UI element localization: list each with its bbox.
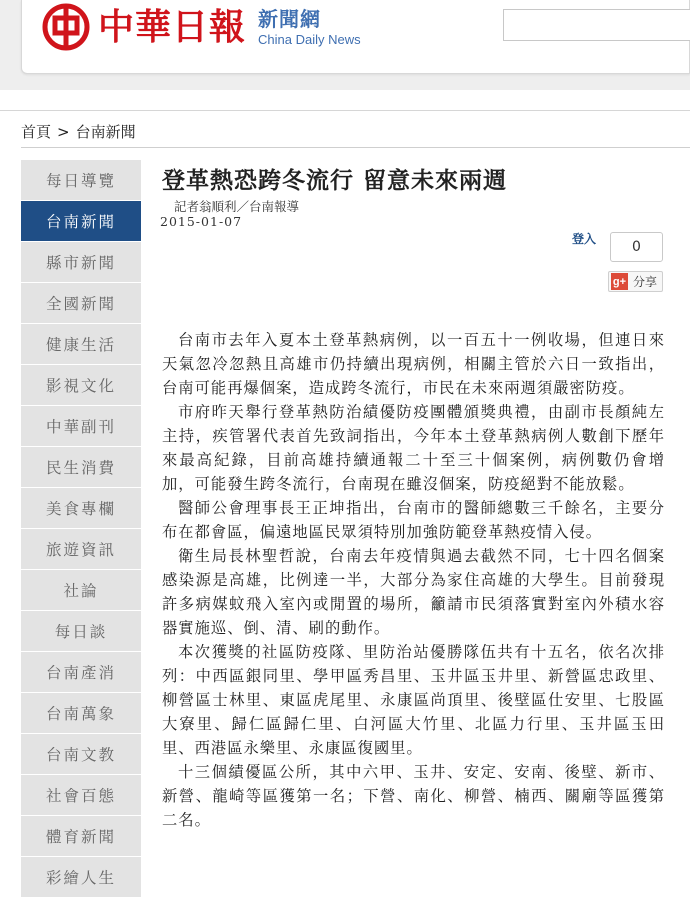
sidebar-item[interactable]: 健康生活 [21, 324, 141, 365]
sidebar-nav [21, 160, 141, 898]
article-paragraph: 醫師公會理事長王正坤指出，台南市的醫師總數三千餘名，主要分布在都會區，偏遠地區民眾須特別加強防範登革熱疫情入侵。 [162, 499, 665, 541]
sidebar-item[interactable]: 社論 [21, 570, 141, 611]
article-body [162, 328, 665, 832]
share-button-label: 分享 [633, 275, 658, 289]
sidebar-item[interactable]: 台南萬象 [21, 693, 141, 734]
sidebar-item[interactable]: 每日談 [21, 611, 141, 652]
article-paragraph: 本次獲獎的社區防疫隊、里防治站優勝隊伍共有十五名，依名次排列：中西區銀同里、學甲區秀昌里、玉井區玉井里、新營區忠政里、柳營區士林里、東區虎尾里、永康區尚頂里、後壁區仕安里、七股區大寮里、歸仁區歸仁里、白河區大竹里、北區力行里、玉井區玉田里、西港區永樂里、永康區復國里。 [162, 643, 665, 757]
breadcrumb [21, 122, 136, 142]
sidebar-item[interactable]: 體育新聞 [21, 816, 141, 857]
sidebar-item[interactable]: 台南新聞 [21, 201, 141, 242]
sidebar-item[interactable]: 彩繪人生 [21, 857, 141, 898]
logo-emblem-icon [42, 3, 94, 51]
sidebar-item[interactable]: 影視文化 [21, 365, 141, 406]
sidebar-item[interactable]: 中華副刊 [21, 406, 141, 447]
article-date: 2015-01-07 [160, 214, 243, 229]
login-link[interactable]: 登入 [572, 232, 597, 246]
site-logo[interactable] [42, 2, 361, 52]
article-paragraph: 市府昨天舉行登革熱防治績優防疫團體頒獎典禮，由副市長顏純左主持，疾管署代表首先致詞指出，今年本土登革熱病例人數創下歷年來最高紀錄，目前高雄持續通報二十至三十個案例，病例數仍會增加，可能發生跨冬流行，台南現在雖沒個案，防疫絕對不能放鬆。 [162, 403, 665, 493]
sidebar-item[interactable]: 台南產消 [21, 652, 141, 693]
google-plus-share-button[interactable] [608, 271, 663, 292]
search-input[interactable] [503, 9, 690, 41]
divider [0, 110, 690, 111]
article-paragraph: 台南市去年入夏本土登革熱病例，以一百五十一例收場，但連日來天氣忽冷忽熱且高雄市仍持續出現病例，相關主管於六日一致指出，台南可能再爆個案，造成跨冬流行，市民在未來兩週須嚴密防疫。 [162, 331, 665, 397]
share-count-box: 0 [610, 232, 663, 262]
article-title: 登革熱恐跨冬流行 留意未來兩週 [162, 168, 508, 194]
sidebar-item[interactable]: 縣市新聞 [21, 242, 141, 283]
article-paragraph: 衛生局長林聖哲說，台南去年疫情與過去截然不同，七十四名個案感染源是高雄，比例達一半，大部分為家住高雄的大學生。目前發現許多病媒蚊飛入室內或閒置的場所，籲請市民須落實對室內外積水容器實施巡、倒、清、刷的動作。 [162, 547, 665, 637]
breadcrumb-current-link[interactable]: 台南新聞 [75, 123, 136, 141]
article-paragraph: 十三個績優區公所，其中六甲、玉井、安定、安南、後壁、新市、新營、龍崎等區獲第一名；下營、南化、柳營、楠西、關廟等區獲第二名。 [162, 763, 665, 829]
sidebar-item[interactable]: 社會百態 [21, 775, 141, 816]
sidebar-item[interactable]: 全國新聞 [21, 283, 141, 324]
divider [21, 147, 690, 148]
google-plus-icon: g+ [611, 273, 628, 290]
logo-subtitle-cn: 新聞網 [258, 6, 322, 31]
sidebar-item[interactable]: 美食專欄 [21, 488, 141, 529]
sidebar-item[interactable]: 旅遊資訊 [21, 529, 141, 570]
sidebar-item[interactable]: 每日導覽 [21, 160, 141, 201]
logo-text: 中華日報 [98, 6, 247, 48]
logo-subtitle-en: China Daily News [258, 31, 361, 47]
sidebar-item[interactable]: 台南文教 [21, 734, 141, 775]
article-byline: 記者翁順利／台南報導 [174, 199, 300, 214]
breadcrumb-separator: > [57, 123, 70, 141]
breadcrumb-home-link[interactable]: 首頁 [21, 123, 52, 141]
sidebar-item[interactable]: 民生消費 [21, 447, 141, 488]
